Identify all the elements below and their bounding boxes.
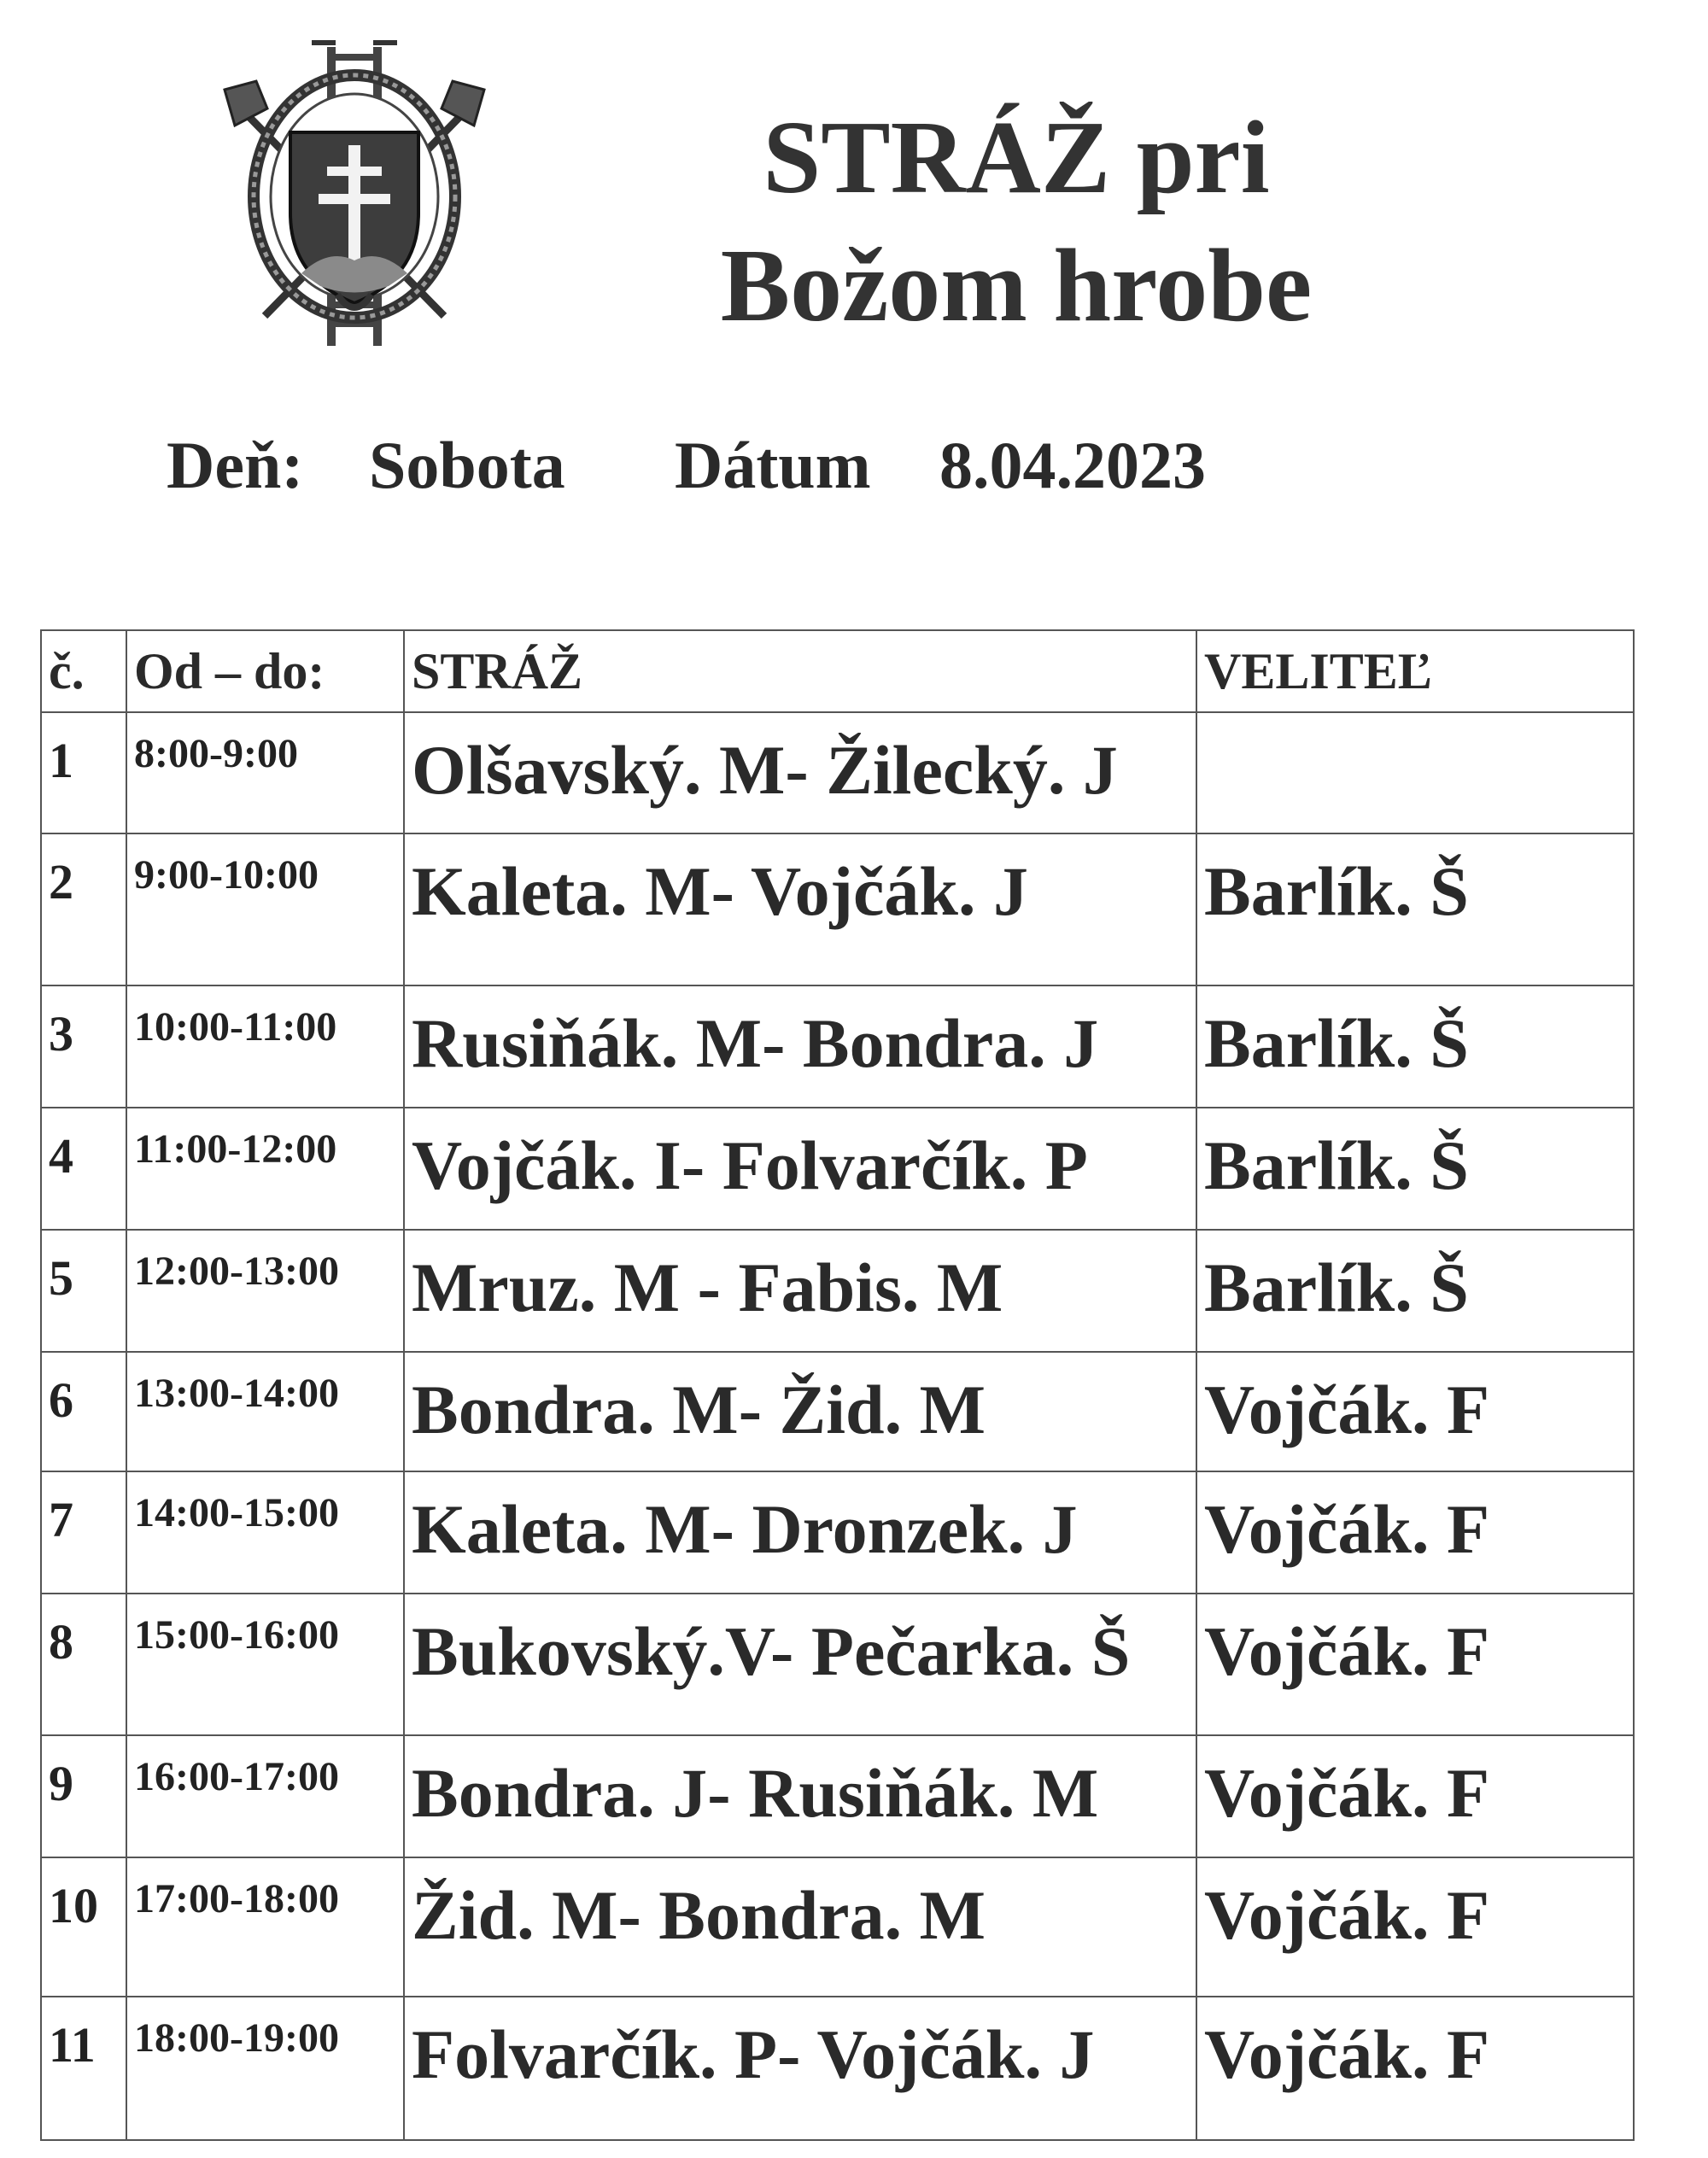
row-commander: Vojčák. F bbox=[1196, 1857, 1634, 1997]
day-value: Sobota bbox=[369, 428, 565, 502]
row-number: 10 bbox=[41, 1857, 126, 1997]
column-header-commander: VELITEĽ bbox=[1196, 630, 1634, 712]
row-time-range: 17:00-18:00 bbox=[126, 1857, 404, 1997]
row-guard-names: Vojčák. I- Folvarčík. P bbox=[404, 1108, 1196, 1230]
row-time-range: 9:00-10:00 bbox=[126, 833, 404, 985]
row-commander: Barlík. Š bbox=[1196, 985, 1634, 1108]
table-row bbox=[41, 1471, 1634, 1594]
row-number: 5 bbox=[41, 1230, 126, 1352]
title-line-2: Božom hrobe bbox=[720, 228, 1313, 343]
row-time-range: 18:00-19:00 bbox=[126, 1997, 404, 2140]
table-row bbox=[41, 1997, 1634, 2140]
row-guard-names: Kaleta. M- Vojčák. J bbox=[404, 833, 1196, 985]
row-commander: Vojčák. F bbox=[1196, 1735, 1634, 1857]
table-row bbox=[41, 985, 1634, 1108]
row-commander: Vojčák. F bbox=[1196, 1352, 1634, 1471]
row-number: 7 bbox=[41, 1471, 126, 1594]
table-row bbox=[41, 712, 1634, 833]
fire-brigade-emblem-icon bbox=[218, 30, 491, 359]
row-commander: Vojčák. F bbox=[1196, 1594, 1634, 1735]
row-guard-names: Bukovský.V- Pečarka. Š bbox=[404, 1594, 1196, 1735]
table-header-row bbox=[41, 630, 1634, 712]
row-number: 11 bbox=[41, 1997, 126, 2140]
table-row bbox=[41, 1857, 1634, 1997]
table-row bbox=[41, 1735, 1634, 1857]
row-time-range: 10:00-11:00 bbox=[126, 985, 404, 1108]
table-row bbox=[41, 1352, 1634, 1471]
row-commander bbox=[1196, 712, 1634, 833]
row-guard-names: Žid. M- Bondra. M bbox=[404, 1857, 1196, 1997]
row-commander: Barlík. Š bbox=[1196, 833, 1634, 985]
table-row bbox=[41, 1230, 1634, 1352]
row-time-range: 16:00-17:00 bbox=[126, 1735, 404, 1857]
date-value: 8.04.2023 bbox=[939, 428, 1206, 502]
row-guard-names: Folvarčík. P- Vojčák. J bbox=[404, 1997, 1196, 2140]
row-commander: Barlík. Š bbox=[1196, 1108, 1634, 1230]
row-time-range: 15:00-16:00 bbox=[126, 1594, 404, 1735]
row-time-range: 14:00-15:00 bbox=[126, 1471, 404, 1594]
column-header-guard: STRÁŽ bbox=[404, 630, 1196, 712]
row-time-range: 13:00-14:00 bbox=[126, 1352, 404, 1471]
row-guard-names: Rusiňák. M- Bondra. J bbox=[404, 985, 1196, 1108]
row-guard-names: Olšavský. M- Žilecký. J bbox=[404, 712, 1196, 833]
row-number: 9 bbox=[41, 1735, 126, 1857]
title-line-1: STRÁŽ pri bbox=[763, 100, 1270, 215]
row-guard-names: Bondra. M- Žid. M bbox=[404, 1352, 1196, 1471]
row-number: 3 bbox=[41, 985, 126, 1108]
row-time-range: 11:00-12:00 bbox=[126, 1108, 404, 1230]
date-line bbox=[0, 427, 1708, 512]
guard-schedule-table bbox=[40, 629, 1635, 2141]
row-number: 2 bbox=[41, 833, 126, 985]
row-number: 6 bbox=[41, 1352, 126, 1471]
table-row bbox=[41, 1108, 1634, 1230]
row-number: 4 bbox=[41, 1108, 126, 1230]
row-number: 8 bbox=[41, 1594, 126, 1735]
row-time-range: 12:00-13:00 bbox=[126, 1230, 404, 1352]
row-guard-names: Mruz. M - Fabis. M bbox=[404, 1230, 1196, 1352]
date-label: Dátum bbox=[675, 428, 871, 502]
row-commander: Vojčák. F bbox=[1196, 1471, 1634, 1594]
row-commander: Vojčák. F bbox=[1196, 1997, 1634, 2140]
row-guard-names: Bondra. J- Rusiňák. M bbox=[404, 1735, 1196, 1857]
table-row bbox=[41, 1594, 1634, 1735]
day-label: Deň: bbox=[167, 428, 304, 502]
row-guard-names: Kaleta. M- Dronzek. J bbox=[404, 1471, 1196, 1594]
column-header-time: Od – do: bbox=[126, 630, 404, 712]
row-number: 1 bbox=[41, 712, 126, 833]
table-row bbox=[41, 833, 1634, 985]
column-header-number: č. bbox=[41, 630, 126, 712]
row-time-range: 8:00-9:00 bbox=[126, 712, 404, 833]
row-commander: Barlík. Š bbox=[1196, 1230, 1634, 1352]
document-title bbox=[632, 94, 1401, 350]
